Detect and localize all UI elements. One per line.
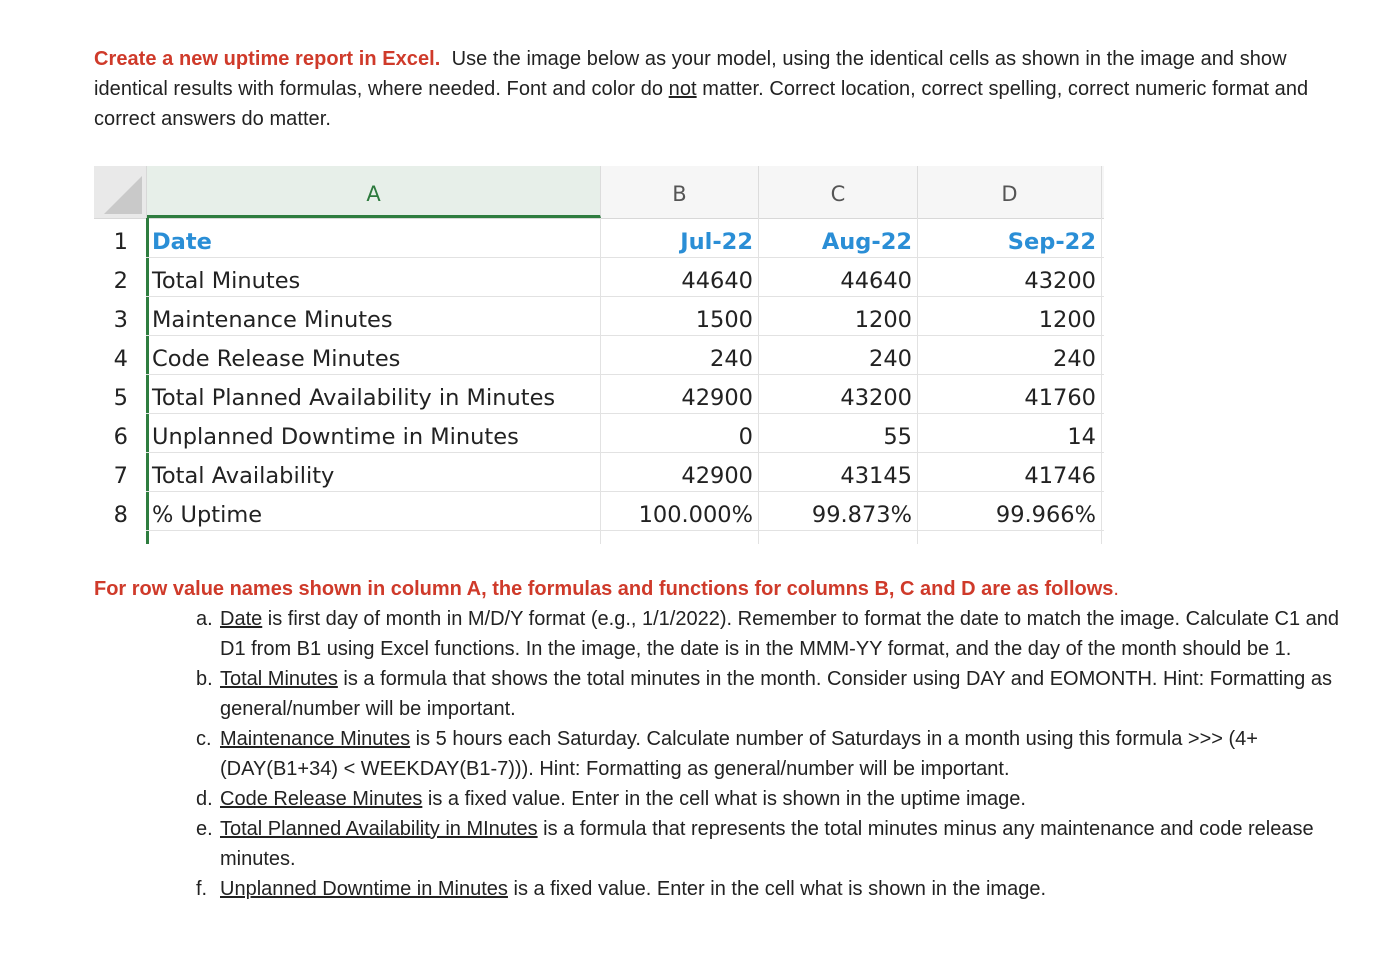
cell-d1: Sep-22 (1007, 229, 1096, 255)
cell-b8: 100.000% (638, 502, 753, 528)
cell-a2: Total Minutes (152, 268, 301, 294)
list-term: Unplanned Downtime in Minutes (220, 878, 508, 900)
instructions-heading-period: . (1113, 578, 1119, 600)
list-text: is a formula that represents the total minutes minus any maintenance and code release minutes. (220, 818, 1314, 870)
cell-a7: Total Availability (152, 463, 335, 489)
cell-d3: 1200 (1038, 307, 1096, 333)
spreadsheet-image (94, 166, 1104, 544)
cell-a6: Unplanned Downtime in Minutes (152, 424, 519, 450)
column-header-b: B (601, 166, 759, 218)
list-term: Maintenance Minutes (220, 728, 411, 750)
row-header-8: 8 (113, 502, 128, 528)
list-item (196, 784, 1346, 814)
list-item (196, 874, 1346, 904)
cell-b4: 240 (710, 346, 753, 372)
list-marker: a. (196, 608, 213, 630)
cell-b2: 44640 (681, 268, 753, 294)
cell-a5: Total Planned Availability in Minutes (152, 385, 556, 411)
list-marker: d. (196, 788, 213, 810)
list-text: is a formula that shows the total minutes in the month. Consider using DAY and EOMONTH. Hint: Formatting as general/number will be important. (220, 668, 1332, 720)
intro-lead: Create a new uptime report in Excel. (94, 48, 441, 70)
list-term: Date (220, 608, 263, 630)
cell-d7: 41746 (1024, 463, 1096, 489)
cell-d4: 240 (1053, 346, 1096, 372)
cell-c4: 240 (869, 346, 912, 372)
list-item (196, 664, 1346, 724)
cell-d6: 14 (1067, 424, 1096, 450)
list-marker: b. (196, 668, 213, 690)
list-term: Code Release Minutes (220, 788, 423, 810)
corner-triangle-icon (104, 176, 142, 214)
column-header-a: A (147, 166, 601, 218)
row-header-3: 3 (113, 307, 128, 333)
cell-b5: 42900 (681, 385, 753, 411)
instructions-heading-text: For row value names shown in column A, the formulas and functions for columns B, C and D are as follows (94, 578, 1114, 600)
column-a-selection-bar (146, 218, 149, 544)
gridline (1101, 218, 1102, 544)
intro-not: not (668, 78, 697, 100)
row-header-5: 5 (113, 385, 128, 411)
row-header-7: 7 (113, 463, 128, 489)
intro-text-2: matter. Correct location, correct spelling, correct numeric format and correct answers do matter. (94, 78, 1309, 130)
cell-a4: Code Release Minutes (152, 346, 401, 372)
list-item (196, 724, 1346, 784)
cell-c1: Aug-22 (821, 229, 912, 255)
cell-c5: 43200 (840, 385, 912, 411)
cell-d5: 41760 (1024, 385, 1096, 411)
cell-b6: 0 (738, 424, 753, 450)
list-term: Total Minutes (220, 668, 338, 690)
list-text: is a fixed value. Enter in the cell what is shown in the image. (507, 878, 1046, 900)
cell-b1: Jul-22 (680, 229, 753, 255)
cell-b7: 42900 (681, 463, 753, 489)
cell-d2: 43200 (1024, 268, 1096, 294)
list-item (196, 814, 1346, 874)
list-marker: f. (196, 878, 208, 900)
instructions-heading (94, 574, 1354, 604)
row-header-1: 1 (113, 229, 128, 255)
list-text: is 5 hours each Saturday. Calculate number of Saturdays in a month using this formula >>> (4+(DAY(B1+34) < WEEKDAY(B1-7))). Hint: Formatting as general/number will be important. (220, 728, 1258, 780)
list-marker: e. (196, 818, 213, 840)
list-item (196, 604, 1346, 664)
column-header-d: D (918, 166, 1102, 218)
cell-a1: Date (152, 229, 212, 255)
select-all-corner (94, 166, 147, 218)
cell-d8: 99.966% (995, 502, 1096, 528)
cell-c6: 55 (883, 424, 912, 450)
intro-text-1: Use the image below as your model, using the identical cells as shown in the image and show identical results with formulas, where needed. Font and color do (94, 48, 1293, 100)
cell-c8: 99.873% (811, 502, 912, 528)
list-term: Total Planned Availability in MInutes (220, 818, 538, 840)
row-header-4: 4 (113, 346, 128, 372)
list-text: is a fixed value. Enter in the cell what is shown in the uptime image. (422, 788, 1026, 810)
cell-c3: 1200 (854, 307, 912, 333)
cell-a3: Maintenance Minutes (152, 307, 393, 333)
row-header-6: 6 (113, 424, 128, 450)
cell-b3: 1500 (695, 307, 753, 333)
cell-c7: 43145 (840, 463, 912, 489)
instructions-list (196, 604, 1346, 904)
column-header-c: C (759, 166, 918, 218)
list-text: is first day of month in M/D/Y format (e.g., 1/1/2022). Remember to format the date to match the image. Calculate C1 and D1 from B1 using Excel functions. In the image, the date is in the MMM-YY format, and the day of the month should be 1. (220, 608, 1340, 660)
cell-a8: % Uptime (152, 502, 263, 528)
list-marker: c. (196, 728, 212, 750)
intro-paragraph (94, 44, 1334, 134)
row-header-2: 2 (113, 268, 128, 294)
cell-c2: 44640 (840, 268, 912, 294)
